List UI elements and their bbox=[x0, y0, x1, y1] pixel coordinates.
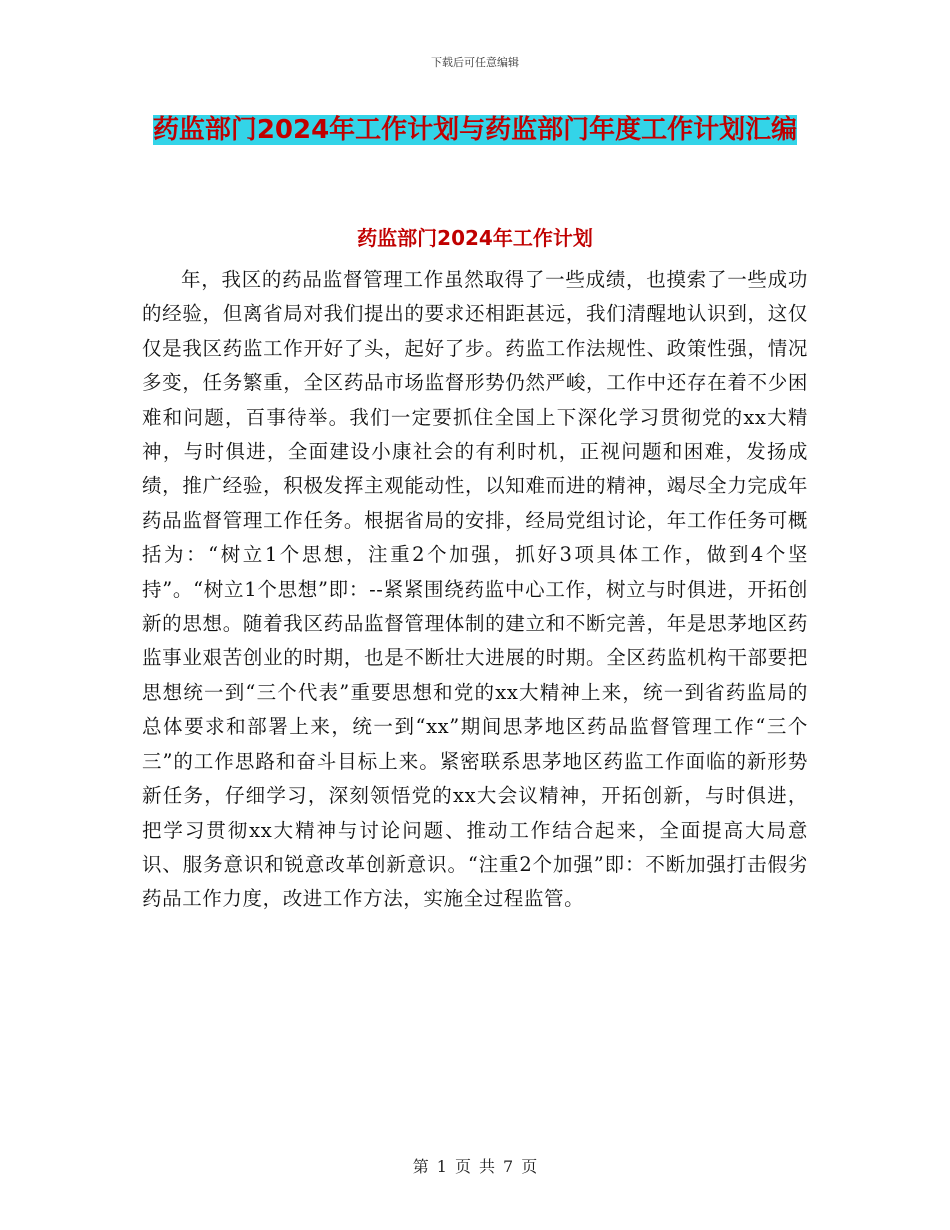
document-title: 药监部门2024年工作计划与药监部门年度工作计划汇编 bbox=[152, 115, 798, 145]
header-note: 下载后可任意编辑 bbox=[431, 56, 519, 69]
section-title: 药监部门2024年工作计划 bbox=[357, 226, 593, 250]
footer-page-label: 第 bbox=[412, 1157, 429, 1176]
footer-total-unit: 页 bbox=[521, 1157, 538, 1176]
page-footer bbox=[0, 1154, 950, 1177]
footer-total-label: 共 bbox=[479, 1157, 496, 1176]
footer-page-number: 1 bbox=[436, 1157, 447, 1176]
footer-page-unit: 页 bbox=[454, 1157, 471, 1176]
body-paragraph: 年，我区的药品监督管理工作虽然取得了一些成绩，也摸索了一些成功的经验，但离省局对我们提出的要求还相距甚远，我们清醒地认识到，这仅仅是我区药监工作开好了头，起好了步。药监工作法规性、政策性强，情况多变，任务繁重，全区药品市场监督形势仍然严峻，工作中还存在着不少困难和问题，百事待举。我们一定要抓住全国上下深化学习贯彻党的xx大精神，与时俱进，全面建设小康社会的有利时机，正视问题和困难，发扬成绩，推广经验，积极发挥主观能动性，以知难而进的精神，竭尽全力完成年药品监督管理工作任务。根据省局的安排，经局党组讨论，年工作任务可概括为：“树立1个思想，注重2个加强，抓好3项具体工作，做到4个坚持”。“树立1个思想”即：--紧紧围绕药监中心工作，树立与时俱进，开拓创新的思想。随着我区药品监督管理体制的建立和不断完善，年是思茅地区药监事业艰苦创业的时期，也是不断壮大进展的时期。全区药监机构干部要把思想统一到“三个代表”重要思想和党的xx大精神上来，统一到省药监局的总体要求和部署上来，统一到“xx”期间思茅地区药品监督管理工作“三个三”的工作思路和奋斗目标上来。紧密联系思茅地区药监工作面临的新形势新任务，仔细学习，深刻领悟党的xx大会议精神，开拓创新，与时俱进，把学习贯彻xx大精神与讨论问题、推动工作结合起来，全面提高大局意识、服务意识和锐意改革创新意识。“注重2个加强”即：不断加强打击假劣药品工作力度，改进工作方法，实施全过程监管。 bbox=[142, 268, 808, 911]
footer-total-pages: 7 bbox=[503, 1157, 514, 1176]
document-title-block bbox=[142, 108, 808, 153]
